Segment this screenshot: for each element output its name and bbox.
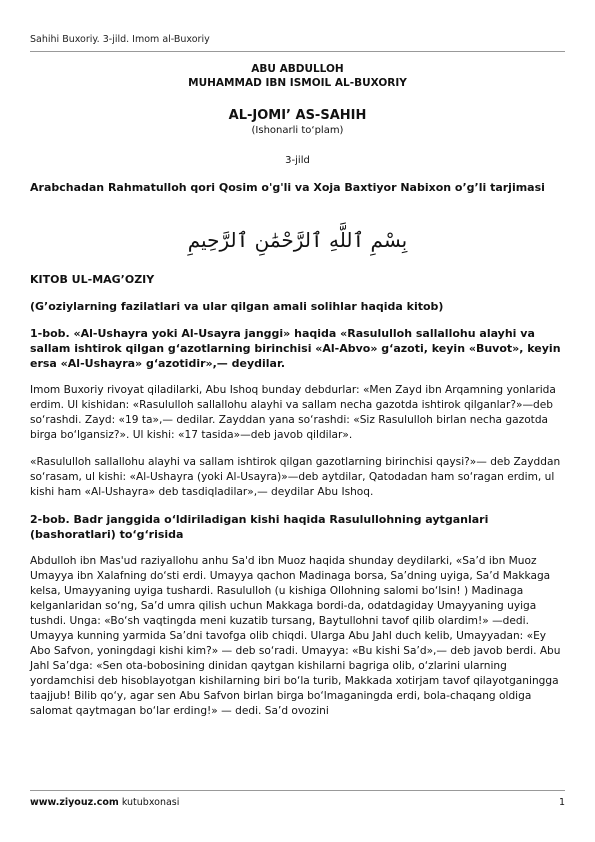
kitob-title: KITOB UL-MAG’OZIY [30, 273, 155, 286]
chapter-2-heading: 2-bob. Badr janggida o‘ldiriladigan kishi haqida Rasulullohning aytganlari (bashoratlari) to‘g‘risida [30, 513, 489, 541]
author-line-2: MUHAMMAD IBN ISMOIL AL-BUXORIY [188, 77, 407, 89]
title-block [30, 62, 565, 166]
kitob-subtitle: (G’oziylarning fazilatlari va ular qilgan amali solihlar haqida kitob) [30, 300, 444, 313]
page-footer [30, 797, 565, 808]
chapter-1-heading: 1-bob. «Al-Ushayra yoki Al-Usayra janggi» haqida «Rasululloh sallallohu alayhi va sallam ishtirok qilgan g‘azotlarning birinchisi «Al-Abvo» g‘azoti, keyin «Buvot», keyin ersa «Al-Ushayra» g‘azotidir»,— deydilar. [30, 327, 561, 370]
basmala: بِسْمِ ٱللَّهِ ٱلرَّحْمَٰنِ ٱلرَّحِيمِ [187, 228, 408, 252]
chapter-2-paragraph-1: Abdulloh ibn Mas'ud raziyallohu anhu Sa'd ibn Muoz haqida shunday deydilarki, «Sa’d ibn Muoz Umayya ibn Xalafning do‘sti erdi. Umayya qachon Madinaga borsa, Sa’dning uyiga, Sa’d Makkaga kelsa, Umayyaning uyiga tushardi. Rasululloh (u kishiga Ollohning salomi bo‘lsin! ) Madinaga kelganlaridan so‘ng, Sa’d umra qilish uchun Makkaga bordi-da, odatdagiday Umayyaning uyiga tushdi. Unga: «Bo‘sh vaqtingda meni kuzatib tursang, Baytullohni tavof qilib olardim!» —dedi. Umayya kunning yarmida Sa’dni tavofga olib chiqdi. Ularga Abu Jahl duch kelib, Umayyadan: «Ey Abo Safvon, yoningdagi kishi kim?» — deb so‘radi. Umayya: «Bu kishi Sa’d»,— deb javob berdi. Abu Jahl Sa’dga: «Sen ota-bobosining dinidan qaytgan kishilarni bagriga olib, o‘zlarini ularning yordamchisi deb hisoblayotgan kishilarning biri bo‘la turib, Makkada xotirjam tavof qilayotganingga taajjub! Bilib qo‘y, agar sen Abu Safvon birlan birga bo‘lmaganingda erdi, bola-chaqang oldiga salomat qaytmagan bo‘lar erding!» — dedi. Sa’d ovozini [30, 555, 561, 717]
book-subtitle: (Ishonarli to‘plam) [251, 125, 344, 136]
header-divider [30, 51, 565, 52]
book-title: AL-JOMI’ AS-SAHIH [228, 108, 367, 123]
footer-divider [30, 790, 565, 791]
page-number: 1 [558, 797, 565, 808]
volume-label: 3-jild [285, 155, 310, 166]
chapter-1-paragraph-2: «Rasululloh sallallohu alayhi va sallam ishtirok qilgan gazotlarning birinchisi qaysi?»— deb Zayddan so‘rasam, ul kishi: «Al-Ushayra (yoki Al-Usayra)»—deb aytdilar, Qatodadan ham so‘ragan erdim, ul kishi ham «Al-Ushayra» deb tasdiqladilar»,— deydilar Abu Ishoq. [30, 456, 561, 498]
running-header: Sahihi Buxoriy. 3-jild. Imom al-Buxoriy [30, 34, 210, 45]
chapter-1-paragraph-1: Imom Buxoriy rivoyat qiladilarki, Abu Ishoq bunday debdurlar: «Men Zayd ibn Arqamning yonlarida erdim. Ul kishidan: «Rasululloh sallallohu alayhi va sallam necha gazotda ishtirok qilganlar?»—deb so‘rashdi. Zayd: «19 ta»,— dedilar. Zayddan yana so‘rashdi: «Siz Rasululloh birlan necha gazotda birga bo‘lgansiz?». Ul kishi: «17 tasida»—deb javob qildilar». [30, 384, 556, 441]
footer-site-label: kutubxonasi [118, 797, 180, 808]
document-body [30, 180, 565, 731]
translators-credit: Arabchadan Rahmatulloh qori Qosim o'g'li va Xoja Baxtiyor Nabixon o’g’li tarjimasi [30, 181, 545, 194]
footer-site-link[interactable]: www.ziyouz.com [30, 797, 119, 808]
author-line-1: ABU ABDULLOH [251, 63, 344, 75]
